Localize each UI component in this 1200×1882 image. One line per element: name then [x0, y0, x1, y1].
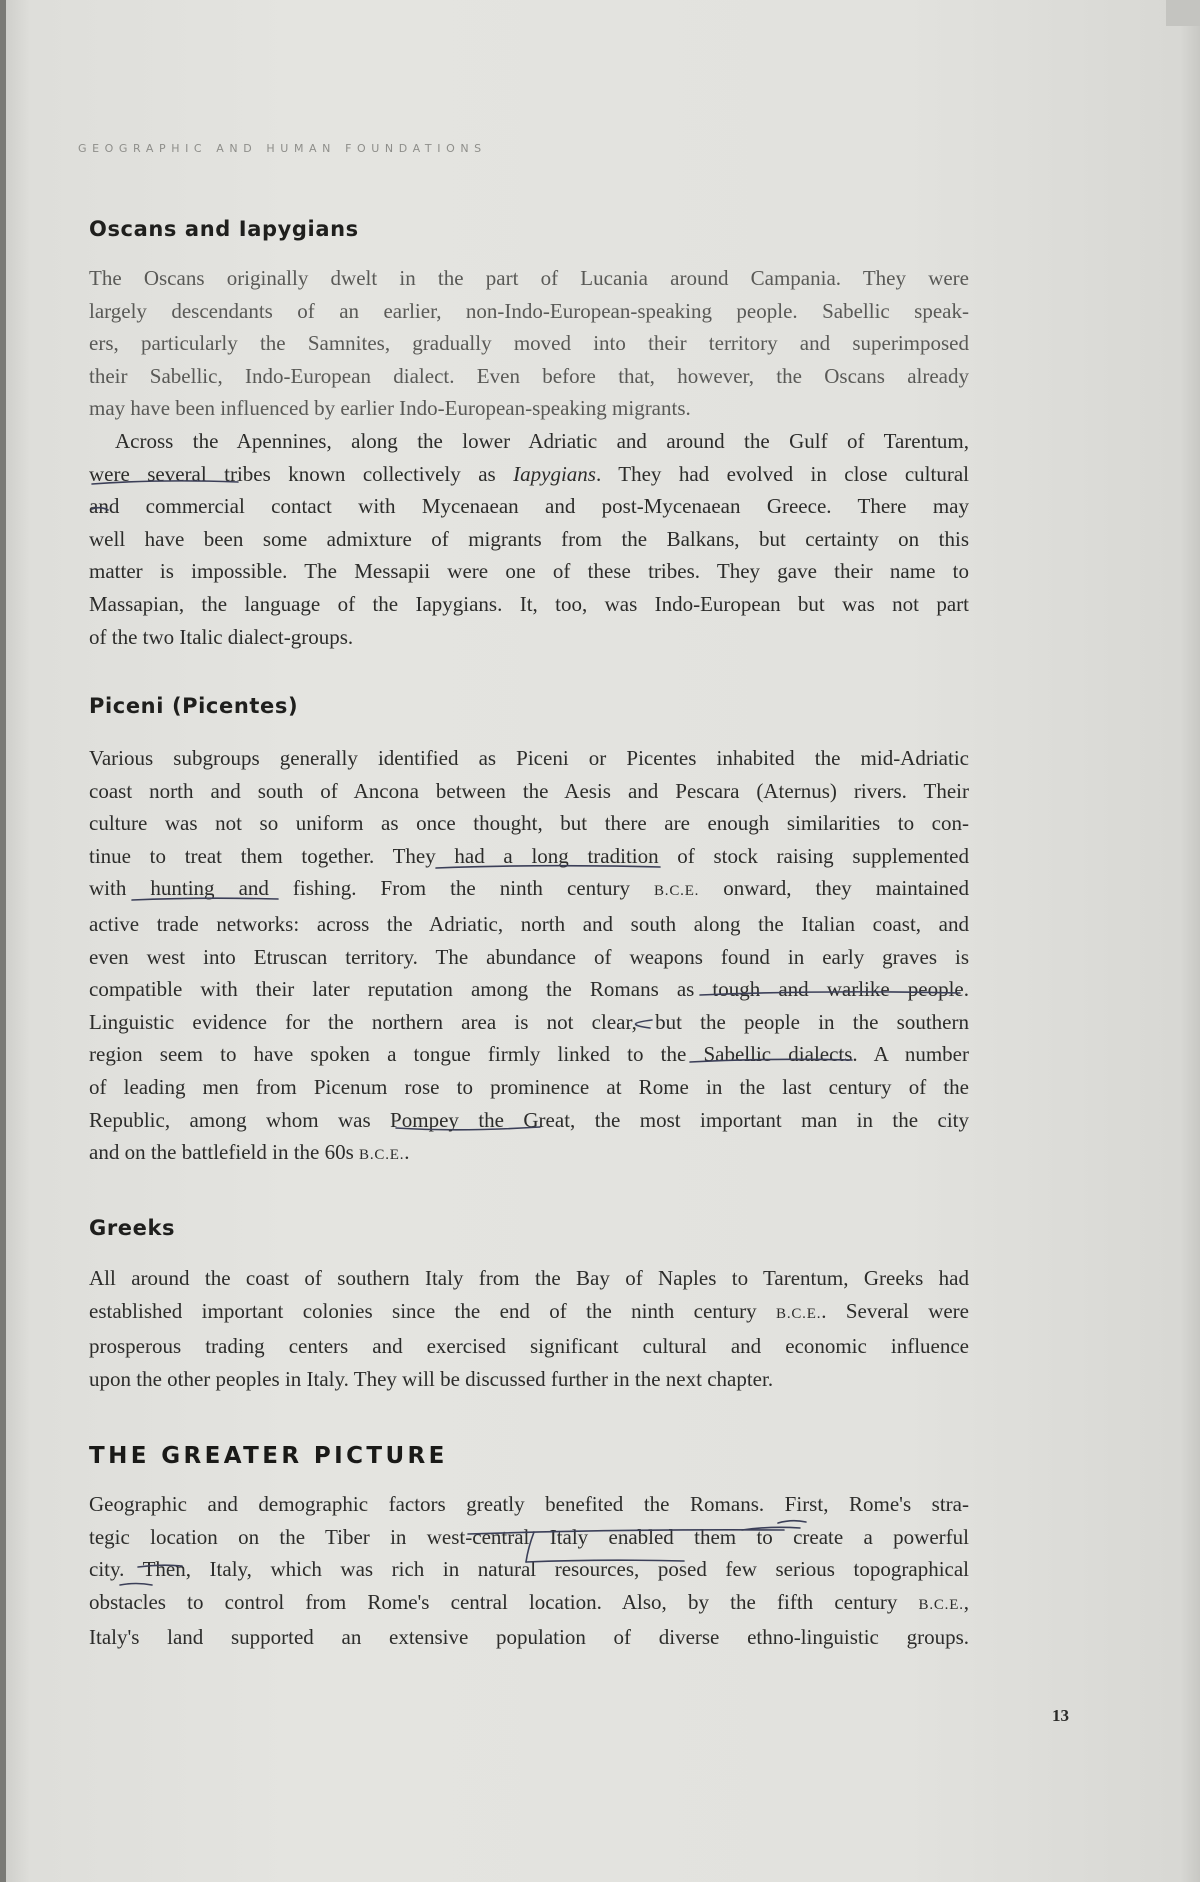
section-heading-oscans: Oscans and Iapygians [89, 217, 359, 241]
text-line: Massapian, the language of the Iapygians. It, too, was Indo-European but was not part [89, 591, 969, 616]
greeks-paragraph [89, 1262, 969, 1395]
text-run: . [404, 1140, 410, 1165]
section-greater-picture [89, 1443, 969, 1469]
text-line: upon the other peoples in Italy. They will be discussed further in the next chapter. [89, 1366, 774, 1391]
text-line: city. Then, Italy, which was rich in natural resources, posed few serious topographical [89, 1557, 969, 1582]
page-number: 13 [1052, 1706, 1069, 1725]
text-line: Various subgroups generally identified as Piceni or Picentes inhabited the mid-Adriatic [89, 746, 969, 770]
page-gutter-shadow [0, 0, 6, 1882]
text-run: , [963, 1589, 969, 1614]
text-line [89, 458, 969, 491]
piceni-paragraph [89, 742, 969, 1172]
text-run: and on the battlefield in the 60s [89, 1140, 360, 1165]
text-line: tegic location on the Tiber in west-central Italy enabled them to create a powerful [89, 1524, 969, 1549]
text-line: region seem to have spoken a tongue firmly linked to the Sabellic dialects. A number [89, 1042, 969, 1067]
text-line: prosperous trading centers and exercised significant cultural and economic influence [89, 1334, 969, 1359]
text-run: were several tribes known collectively as [89, 461, 514, 486]
text-line: All around the coast of southern Italy from the Bay of Naples to Tarentum, Greeks had [89, 1266, 969, 1290]
text-run: . They had evolved in close cultural [595, 461, 969, 486]
text-line: Italy's land supported an extensive population of diverse ethno-linguistic groups. [89, 1625, 969, 1650]
text-line: of leading men from Picenum rose to prominence at Rome in the last century of the [89, 1074, 969, 1099]
text-line: compatible with their later reputation among the Romans as tough and warlike people. [89, 977, 969, 1002]
text-run: established important colonies since the end of the ninth century [89, 1298, 777, 1323]
text-line: culture was not so uniform as once thought, but there are enough similarities to con- [89, 811, 969, 836]
era-abbrev: B.C.E. [918, 1596, 964, 1613]
text-line: matter is impossible. The Messapii were one of these tribes. They gave their name to [89, 559, 969, 584]
section-piceni [89, 694, 969, 718]
text-line: Across the Apennines, along the lower Adriatic and around the Gulf of Tarentum, [115, 429, 969, 453]
text-run: . Several were [821, 1298, 969, 1323]
text-line: their Sabellic, Indo-European dialect. Even before that, however, the Oscans already [89, 363, 969, 388]
text-run: onward, they maintained [699, 876, 970, 901]
greater-picture-paragraph [89, 1488, 969, 1654]
section-heading-greater-picture: THE GREATER PICTURE [89, 1443, 448, 1469]
era-abbrev: B.C.E. [653, 883, 700, 900]
text-line: coast north and south of Ancona between the Aesis and Pescara (Aternus) rivers. Their [89, 778, 969, 803]
section-greeks [89, 1216, 969, 1240]
text-line: Geographic and demographic factors greatly benefited the Romans. First, Rome's stra- [89, 1492, 969, 1516]
text-line [89, 1295, 969, 1331]
running-head: GEOGRAPHIC AND HUMAN FOUNDATIONS [78, 142, 487, 155]
text-run: with hunting and fishing. From the ninth century [89, 876, 654, 901]
text-line: Republic, among whom was Pompey the Great, the most important man in the city [89, 1107, 969, 1132]
text-line: active trade networks: across the Adriatic, north and south along the Italian coast, and [89, 911, 969, 936]
text-line [89, 1586, 969, 1622]
text-line: and commercial contact with Mycenaean and post-Mycenaean Greece. There may [89, 494, 969, 519]
text-line: largely descendants of an earlier, non-Indo-European-speaking people. Sabellic speak- [89, 298, 969, 323]
scan-edge-strip [1166, 0, 1200, 26]
oscans-paragraph-1 [89, 262, 969, 425]
section-heading-greeks: Greeks [89, 1216, 176, 1240]
era-abbrev: B.C.E. [776, 1305, 822, 1322]
text-line [89, 1136, 969, 1172]
era-abbrev: B.C.E. [359, 1147, 405, 1164]
section-heading-piceni: Piceni (Picentes) [89, 694, 299, 718]
text-line: tinue to treat them together. They had a long tradition of stock raising supplemented [89, 843, 969, 868]
section-oscans [89, 217, 969, 241]
italic-term-iapygians: Iapygians [513, 461, 596, 486]
text-line: even west into Etruscan territory. The abundance of weapons found in early graves is [89, 944, 969, 969]
text-line: ers, particularly the Samnites, gradually moved into their territory and superimposed [89, 331, 969, 356]
text-line: of the two Italic dialect-groups. [89, 624, 354, 649]
oscans-paragraph-2 [89, 425, 969, 653]
text-line: The Oscans originally dwelt in the part of Lucania around Campania. They were [89, 266, 969, 290]
text-run: obstacles to control from Rome's central location. Also, by the fifth century [89, 1589, 919, 1614]
text-line [89, 872, 969, 908]
text-line: Linguistic evidence for the northern area is not clear, but the people in the southern [89, 1009, 969, 1034]
text-line: may have been influenced by earlier Indo-European-speaking migrants. [89, 396, 691, 421]
text-line: well have been some admixture of migrants from the Balkans, but certainty on this [89, 526, 969, 551]
